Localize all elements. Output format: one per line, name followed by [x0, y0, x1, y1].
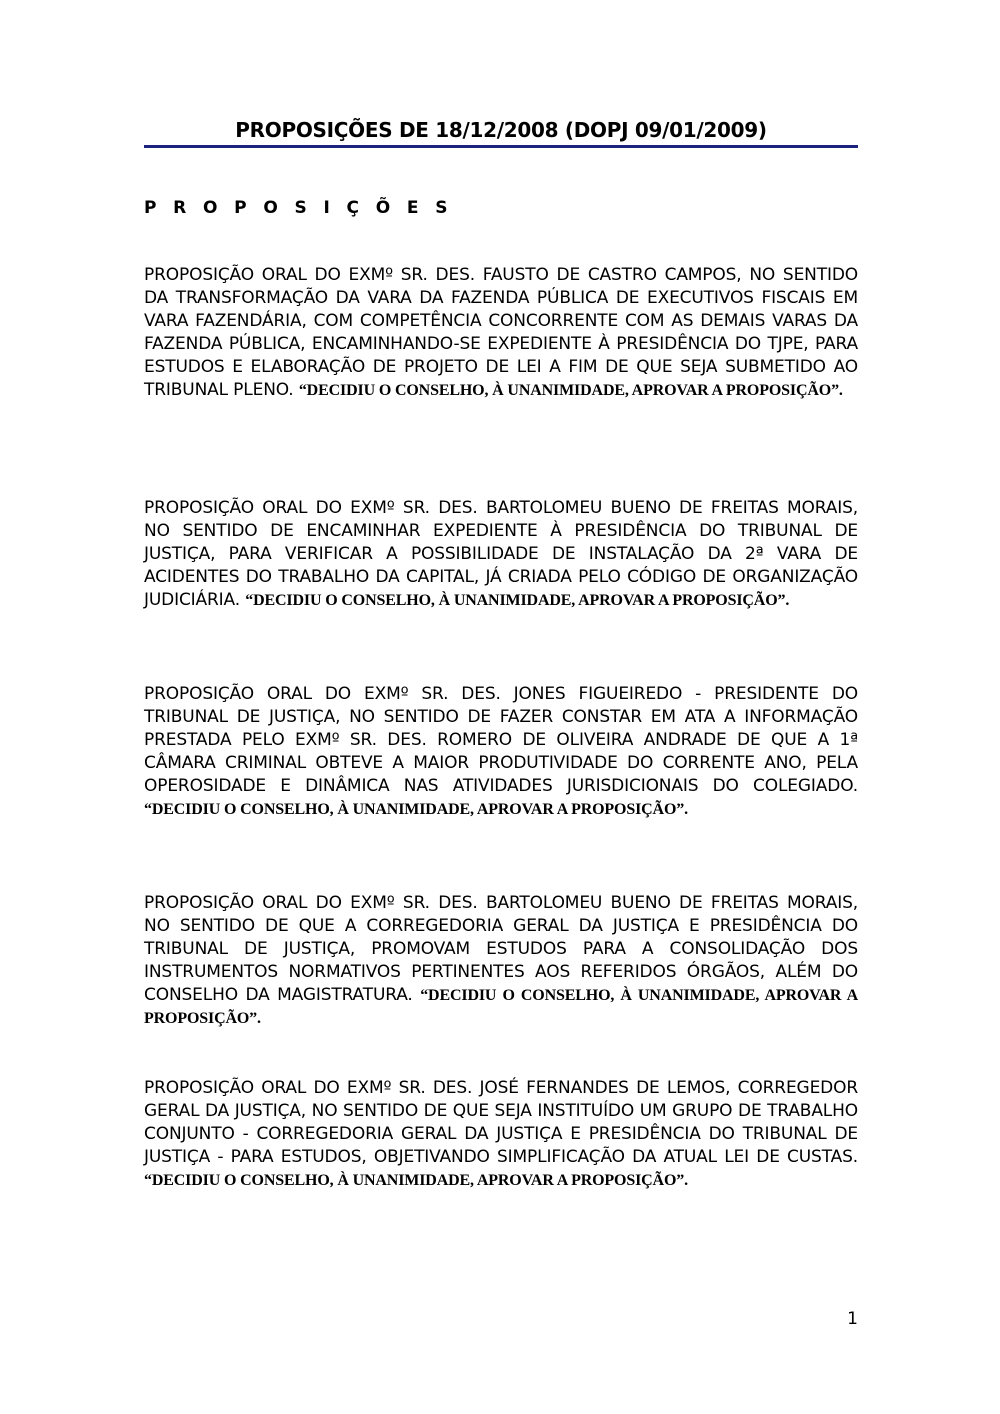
- proposal-decision: “DECIDIU O CONSELHO, À UNANIMIDADE, APROVAR A PROPOSIÇÃO”.: [144, 801, 688, 818]
- proposal-text: PROPOSIÇÃO ORAL DO EXMº SR. DES. BARTOLOMEU BUENO DE FREITAS MORAIS, NO SENTIDO DE ENCAMINHAR EXPEDIENTE À PRESIDÊNCIA DO TRIBUNAL DE JUSTIÇA, PARA VERIFICAR A POSSIBILIDADE DE INSTALAÇÃO DA 2ª VARA DE ACIDENTES DO TRABALHO DA CAPITAL, JÁ CRIADA PELO CÓDIGO DE ORGANIZAÇÃO JUDICIÁRIA.: [144, 498, 858, 610]
- proposal-paragraph: [144, 497, 858, 612]
- document-page: [144, 0, 858, 1414]
- document-title: PROPOSIÇÕES DE 18/12/2008 (DOPJ 09/01/2009): [235, 118, 767, 142]
- section-heading: P R O P O S I Ç Õ E S: [144, 198, 453, 218]
- proposal-text: PROPOSIÇÃO ORAL DO EXMº SR. DES. JOSÉ FERNANDES DE LEMOS, CORREGEDOR GERAL DA JUSTIÇA, NO SENTIDO DE QUE SEJA INSTITUÍDO UM GRUPO DE TRABALHO CONJUNTO - CORREGEDORIA GERAL DA JUSTIÇA E PRESIDÊNCIA DO TRIBUNAL DE JUSTIÇA - PARA ESTUDOS, OBJETIVANDO SIMPLIFICAÇÃO DA ATUAL LEI DE CUSTAS.: [144, 1078, 858, 1167]
- proposal-decision: “DECIDIU O CONSELHO, À UNANIMIDADE, APROVAR A PROPOSIÇÃO”.: [245, 592, 790, 609]
- title-underline: [144, 145, 858, 148]
- proposal-paragraph: [144, 892, 858, 1030]
- proposal-text: PROPOSIÇÃO ORAL DO EXMº SR. DES. FAUSTO DE CASTRO CAMPOS, NO SENTIDO DA TRANSFORMAÇÃO DA VARA DA FAZENDA PÚBLICA DE EXECUTIVOS FISCAIS EM VARA FAZENDÁRIA, COM COMPETÊNCIA CONCORRENTE COM AS DEMAIS VARAS DA FAZENDA PÚBLICA, ENCAMINHANDO-SE EXPEDIENTE À PRESIDÊNCIA DO TJPE, PARA ESTUDOS E ELABORAÇÃO DE PROJETO DE LEI A FIM DE QUE SEJA SUBMETIDO AO TRIBUNAL PLENO.: [144, 265, 858, 400]
- proposal-decision: “DECIDIU O CONSELHO, À UNANIMIDADE, APROVAR A PROPOSIÇÃO”.: [144, 1172, 688, 1189]
- proposal-paragraph: [144, 683, 858, 821]
- proposal-text: PROPOSIÇÃO ORAL DO EXMº SR. DES. BARTOLOMEU BUENO DE FREITAS MORAIS, NO SENTIDO DE QUE A CORREGEDORIA GERAL DA JUSTIÇA E PRESIDÊNCIA DO TRIBUNAL DE JUSTIÇA, PROMOVAM ESTUDOS PARA A CONSOLIDAÇÃO DOS INSTRUMENTOS NORMATIVOS PERTINENTES AOS REFERIDOS ÓRGÃOS, ALÉM DO CONSELHO DA MAGISTRATURA.: [144, 893, 858, 1005]
- proposal-text: PROPOSIÇÃO ORAL DO EXMº SR. DES. JONES FIGUEIREDO - PRESIDENTE DO TRIBUNAL DE JUSTIÇA, NO SENTIDO DE FAZER CONSTAR EM ATA A INFORMAÇÃO PRESTADA PELO EXMº SR. DES. ROMERO DE OLIVEIRA ANDRADE DE QUE A 1ª CÂMARA CRIMINAL OBTEVE A MAIOR PRODUTIVIDADE DO CORRENTE ANO, PELA OPEROSIDADE E DINÂMICA NAS ATIVIDADES JURISDICIONAIS DO COLEGIADO.: [144, 684, 858, 796]
- page-number: 1: [847, 1309, 858, 1329]
- proposal-decision: “DECIDIU O CONSELHO, À UNANIMIDADE, APROVAR A PROPOSIÇÃO”.: [144, 987, 858, 1027]
- proposal-decision: “DECIDIU O CONSELHO, À UNANIMIDADE, APROVAR A PROPOSIÇÃO”.: [298, 382, 843, 399]
- proposal-paragraph: [144, 1077, 858, 1192]
- proposal-paragraph: [144, 264, 858, 402]
